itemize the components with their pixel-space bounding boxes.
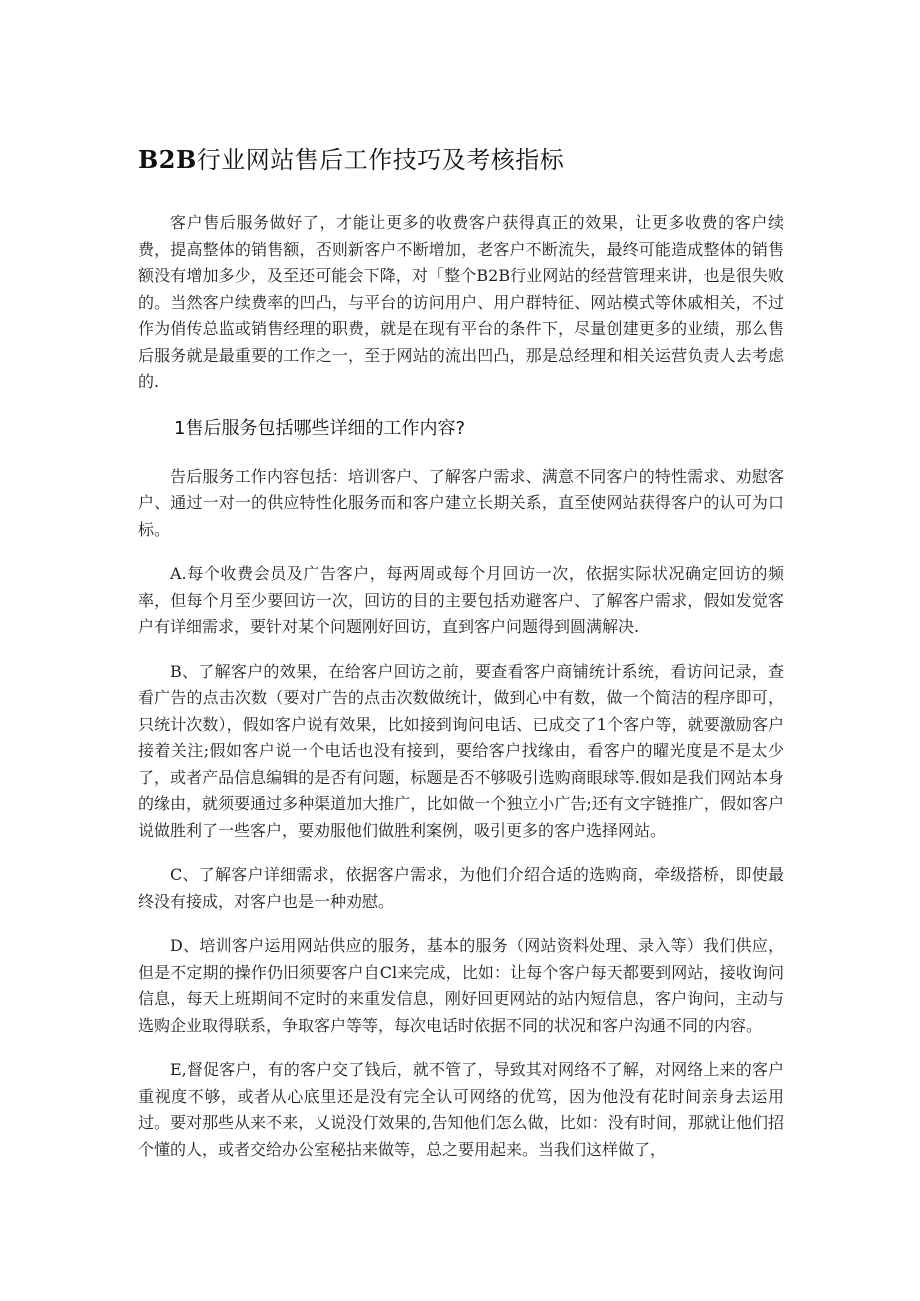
paragraph-item-d: D、培训客户运用网站供应的服务，基本的服务（网站资料处理、录入等）我们供应，但是不定期的操作仍旧须要客户自Cl来完成，比如：让每个客户每天都要到网站，接收询问信息，每天上班期间不定时的来重发信息，刚好回更网站的站内短信息，客户询问，主动与选购企业取得联系，争取客户等等，每次电话时依据不同的状况和客户沟通不同的内容。	[138, 936, 784, 1035]
paragraph-service-content: 告后服务工作内容包括：培训客户、了解客户需求、满意不同客户的特性需求、劝慰客户、通过一对一的供应特性化服务而和客户建立长期关系，直至使网站获得客户的认可为口标。	[138, 466, 784, 539]
paragraph-item-a: A.每个收费会员及广告客户，每两周或每个月回访一次，依据实际状况确定回访的频率，但每个月至少要回访一次，回访的目的主要包括劝避客户、了解客户需求，假如发觉客户有详细需求，要针对某个问题刚好回访，直到客户问题得到圆满解决.	[138, 564, 784, 636]
document-page	[138, 140, 784, 1181]
intro-paragraph: 客户售后服务做好了，才能让更多的收费客户获得真正的效果，让更多收费的客户续费，提高整体的销售额，否则新客户不断增加，老客户不断流失，最终可能造成整体的销售额没有增加多少，及至还可能会下降，对「整个B2B行业网站的经营管理来讲，也是很失败的。当然客户续费率的凹凸，与平台的访问用户、用户群特征、网站模式等休戚相关，不过作为俏传总监或销售经理的职费，就是在现有平台的条件下，尽量创建更多的业绩，那么售后服务就是最重要的工作之一，至于网站的流出凹凸，那是总经理和相关运营负责人去考虑的.	[138, 213, 784, 391]
paragraph-item-c: C、了解客户详细需求，依据客户需求，为他们介绍合适的选购商，牵级搭桥，即使最终没有接成，对客户也是一种劝慰。	[138, 865, 784, 911]
section-heading: 1售后服务包括哪些详细的工作内容?	[174, 417, 466, 439]
paragraph-item-e: E,督促客户，有的客户交了钱后，就不管了，导致其对网络不了解，对网络上来的客户重视度不够，或者从心底里还是没有完全认可网络的优笃，因为他没有花时间亲身去运用过。要对那些从来不来，乂说没仃效果的,告知他们怎么做，比如：没有时间，那就让他们招个懂的人，或者交给办公室秘拈来做等，总之要用起来。当我们这样做了，	[138, 1060, 784, 1159]
document-title	[138, 140, 784, 180]
paragraph-item-b: B、了解客户的效果，在给客户回访之前，要查看客户商铺统计系统，看访问记录，查看广告的点击次数（要对广告的点击次数做统计，做到心中有数，做一个简洁的程序即可，只统计次数），假如客户说有效果，比如接到询问电话、已成交了1个客户等，就要激励客户接着关注;假如客户说一个电话也没有接到，要给客户找缘由，看客户的曜光度是不是太少了，或者产品信息编辑的是否有问题，标题是否不够吸引选购商眼球等.假如是我们网站本身的缘由，就须要通过多种渠道加大推广，比如做一个独立小广告;还有文字链推广，假如客户说做胜利了一些客户，要劝服他们做胜利案例，吸引更多的客户选择网站。	[138, 661, 784, 840]
document-title-text: 行业网站售后工作技巧及考核指标	[196, 146, 565, 174]
document-title-prefix: B2B	[138, 145, 197, 174]
